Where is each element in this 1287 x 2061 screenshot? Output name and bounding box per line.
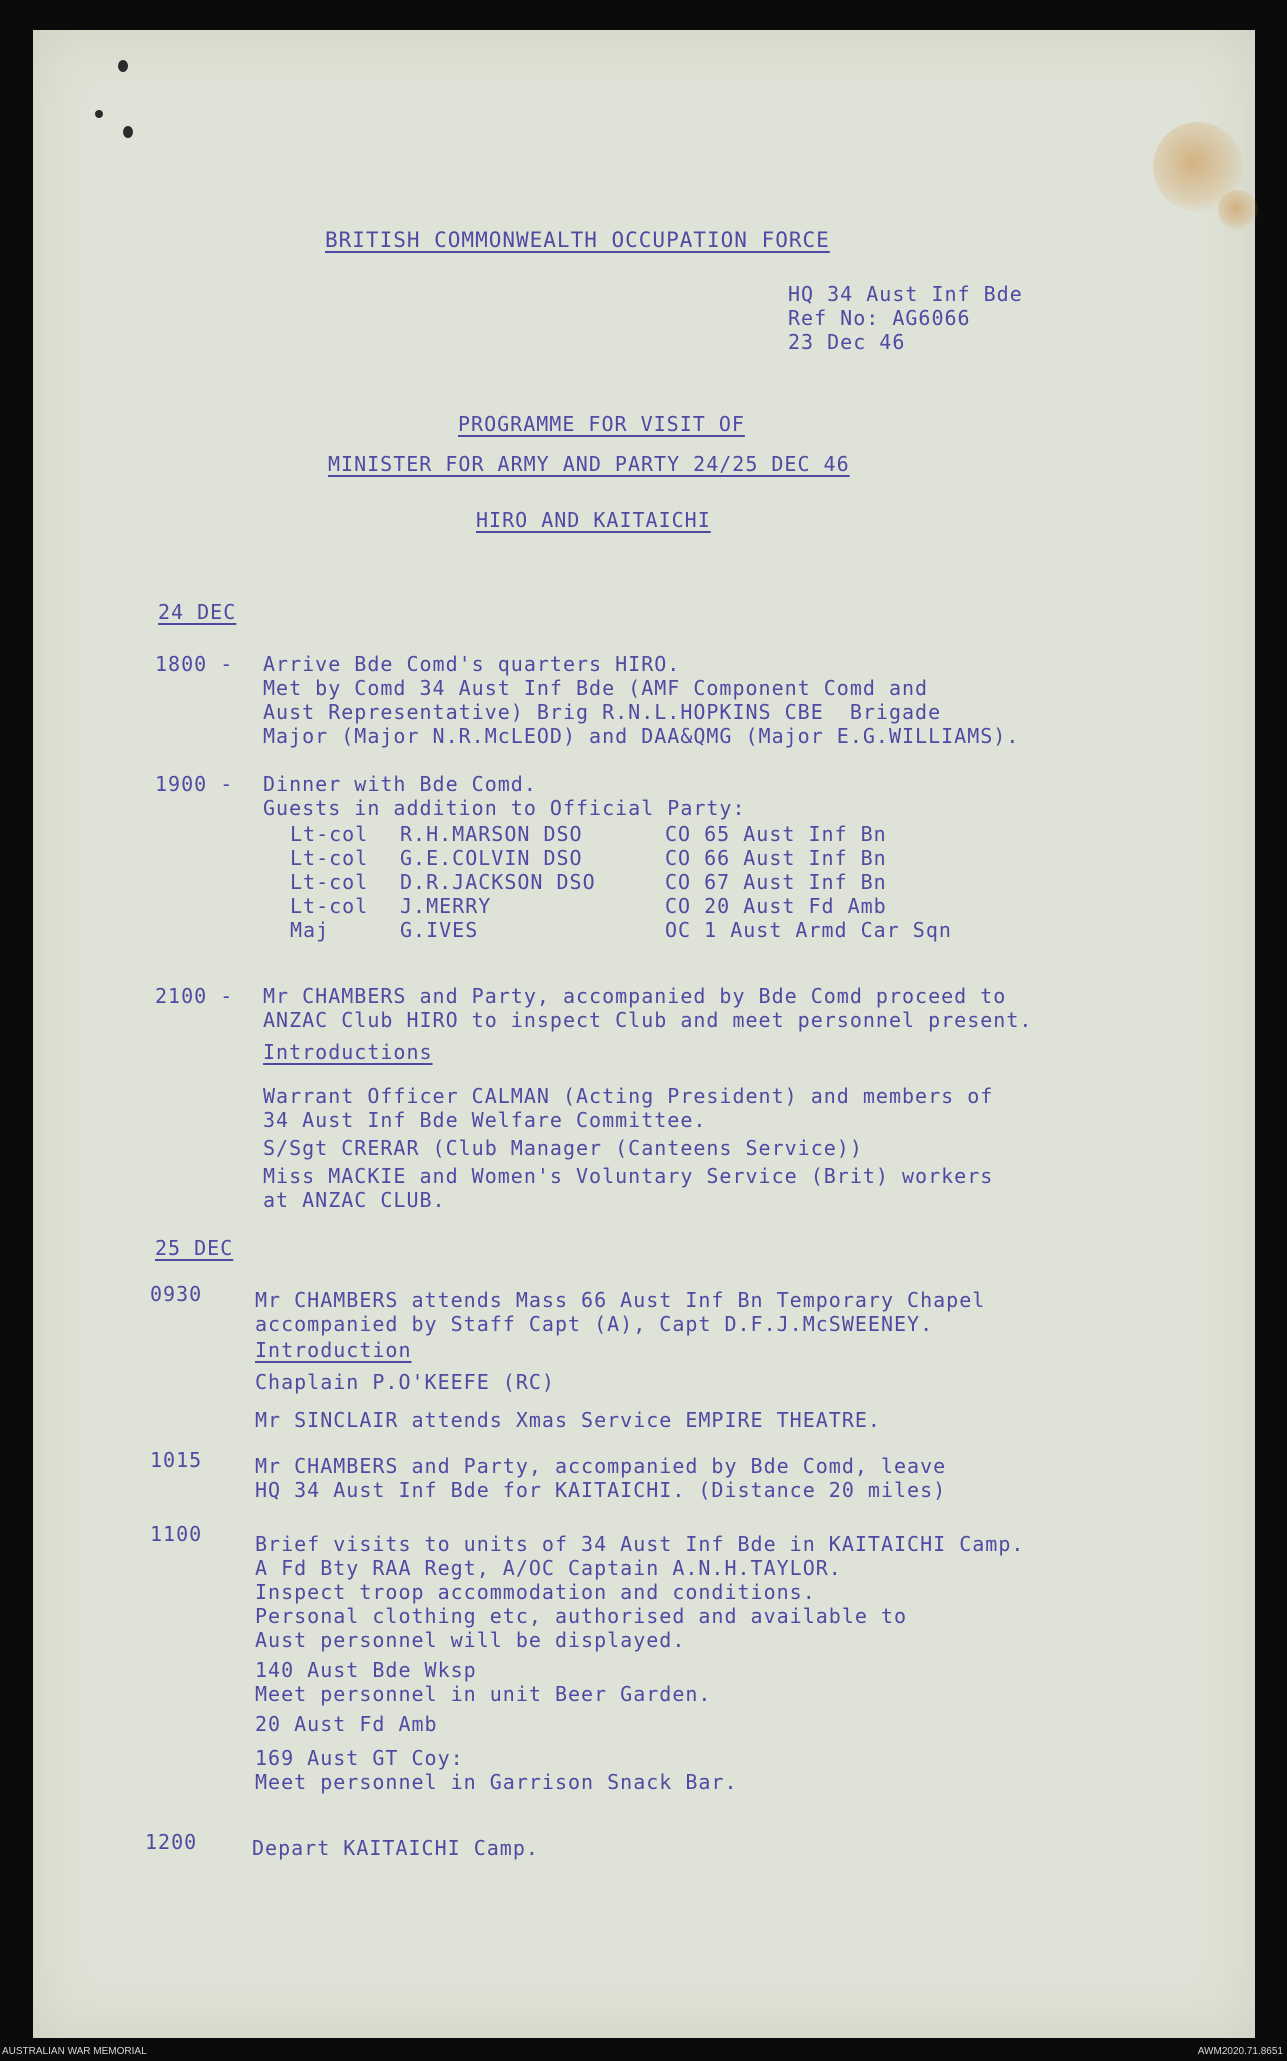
time-1100: 1100 [150, 1522, 203, 1546]
hq-line: HQ 34 Aust Inf Bde [788, 282, 1023, 306]
entry-0930-line: Mr CHAMBERS attends Mass 66 Aust Inf Bn Temporary Chapel [255, 1288, 986, 1312]
introductions-line: 34 Aust Inf Bde Welfare Committee. [263, 1108, 707, 1132]
entry-1100-line: Meet personnel in Garrison Snack Bar. [255, 1770, 738, 1794]
org-heading: BRITISH COMMONWEALTH OCCUPATION FORCE [325, 228, 830, 252]
date-line: 23 Dec 46 [788, 330, 906, 354]
guest-unit: CO 65 Aust Inf Bn [665, 822, 887, 846]
guest-name: J.MERRY [400, 894, 492, 918]
entry-1100-line: 169 Aust GT Coy: [255, 1746, 464, 1770]
entry-2100-line: ANZAC Club HIRO to inspect Club and meet personnel present. [263, 1008, 1033, 1032]
entry-1100-line: Inspect troop accommodation and conditions. [255, 1580, 816, 1604]
guest-rank: Lt-col [290, 870, 369, 894]
guest-name: G.IVES [400, 918, 479, 942]
time-2100: 2100 - [155, 984, 234, 1008]
guest-rank: Lt-col [290, 822, 369, 846]
title-line-3: HIRO AND KAITAICHI [476, 508, 711, 532]
entry-1800-line: Major (Major N.R.McLEOD) and DAA&QMG (Major E.G.WILLIAMS). [263, 724, 1020, 748]
entry-1100-line: Brief visits to units of 34 Aust Inf Bde in KAITAICHI Camp. [255, 1532, 1025, 1556]
entry-1015-line: HQ 34 Aust Inf Bde for KAITAICHI. (Distance 20 miles) [255, 1478, 947, 1502]
guest-rank: Lt-col [290, 846, 369, 870]
guest-name: D.R.JACKSON DSO [400, 870, 596, 894]
entry-1800-line: Aust Representative) Brig R.N.L.HOPKINS CBE Brigade [263, 700, 942, 724]
entry-0930-line: accompanied by Staff Capt (A), Capt D.F.J.McSWEENEY. [255, 1312, 934, 1336]
guest-unit: CO 66 Aust Inf Bn [665, 846, 887, 870]
guest-unit: OC 1 Aust Armd Car Sqn [665, 918, 952, 942]
time-1900: 1900 - [155, 772, 234, 796]
time-0930: 0930 [150, 1282, 203, 1306]
entry-1900-line: Dinner with Bde Comd. [263, 772, 537, 796]
title-line-1: PROGRAMME FOR VISIT OF [458, 412, 745, 436]
introductions-line: Miss MACKIE and Women's Voluntary Service (Brit) workers [263, 1164, 994, 1188]
entry-1100-line: Aust personnel will be displayed. [255, 1628, 686, 1652]
footer-accession-number: AWM2020.71.8651 [1197, 2046, 1283, 2057]
time-1800: 1800 - [155, 652, 234, 676]
guest-rank: Lt-col [290, 894, 369, 918]
staple-hole [95, 110, 103, 118]
ref-line: Ref No: AG6066 [788, 306, 971, 330]
entry-1800-line: Arrive Bde Comd's quarters HIRO. [263, 652, 681, 676]
day-heading-25: 25 DEC [155, 1236, 234, 1260]
introductions-line: S/Sgt CRERAR (Club Manager (Canteens Service)) [263, 1136, 863, 1160]
guest-unit: CO 20 Aust Fd Amb [665, 894, 887, 918]
guest-rank: Maj [290, 918, 330, 942]
time-1200: 1200 [145, 1830, 198, 1854]
entry-1100-line: 20 Aust Fd Amb [255, 1712, 438, 1736]
entry-1100-line: Meet personnel in unit Beer Garden. [255, 1682, 712, 1706]
entry-0930-line: Chaplain P.O'KEEFE (RC) [255, 1370, 555, 1394]
introductions-line: at ANZAC CLUB. [263, 1188, 446, 1212]
entry-1100-line: 140 Aust Bde Wksp [255, 1658, 477, 1682]
introductions-heading: Introductions [263, 1040, 433, 1064]
entry-1100-line: Personal clothing etc, authorised and available to [255, 1604, 908, 1628]
title-line-2: MINISTER FOR ARMY AND PARTY 24/25 DEC 46 [328, 452, 850, 476]
introduction-heading: Introduction [255, 1338, 412, 1362]
document-page [33, 30, 1255, 2038]
entry-1200-line: Depart KAITAICHI Camp. [252, 1836, 539, 1860]
guest-unit: CO 67 Aust Inf Bn [665, 870, 887, 894]
entry-0930-line: Mr SINCLAIR attends Xmas Service EMPIRE THEATRE. [255, 1408, 881, 1432]
staple-hole [118, 60, 128, 72]
footer-archive-name: AUSTRALIAN WAR MEMORIAL [2, 2046, 147, 2057]
entry-1900-line: Guests in addition to Official Party: [263, 796, 746, 820]
rust-stain-small [1218, 190, 1258, 230]
entry-1100-line: A Fd Bty RAA Regt, A/OC Captain A.N.H.TAYLOR. [255, 1556, 842, 1580]
staple-hole [123, 126, 133, 138]
guest-name: R.H.MARSON DSO [400, 822, 583, 846]
time-1015: 1015 [150, 1448, 203, 1472]
entry-2100-line: Mr CHAMBERS and Party, accompanied by Bde Comd proceed to [263, 984, 1007, 1008]
introductions-line: Warrant Officer CALMAN (Acting President) and members of [263, 1084, 994, 1108]
guest-name: G.E.COLVIN DSO [400, 846, 583, 870]
entry-1800-line: Met by Comd 34 Aust Inf Bde (AMF Component Comd and [263, 676, 929, 700]
day-heading-24: 24 DEC [158, 600, 237, 624]
entry-1015-line: Mr CHAMBERS and Party, accompanied by Bde Comd, leave [255, 1454, 947, 1478]
